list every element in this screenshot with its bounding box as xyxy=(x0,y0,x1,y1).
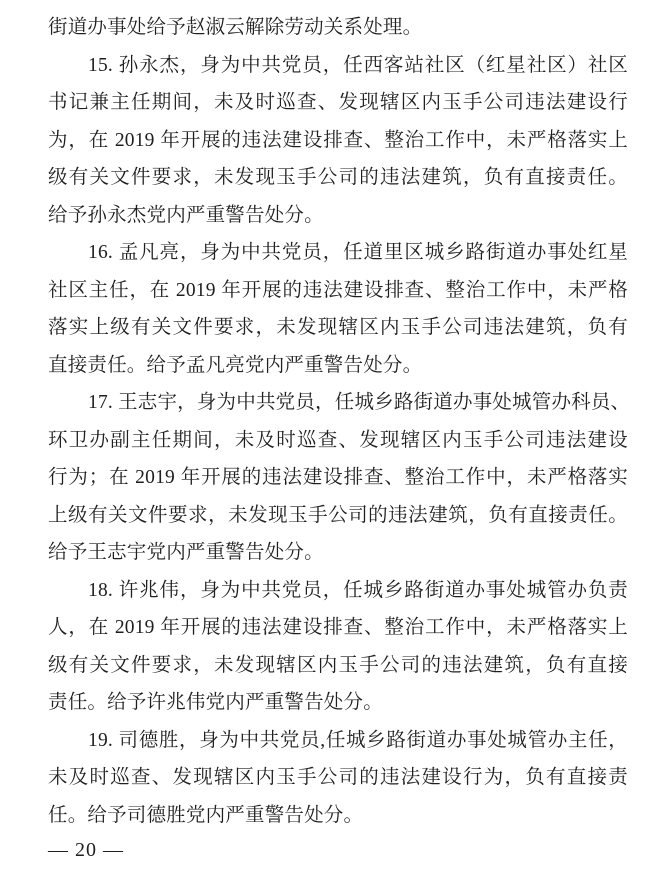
text-line: 环卫办副主任期间，未及时巡查、发现辖区内玉手公司违法建设 xyxy=(48,429,628,451)
text-line: 给予王志宇党内严重警告处分。 xyxy=(48,542,324,563)
text-line: 社区主任，在 2019 年开展的违法建设排查、整治工作中，未严格 xyxy=(48,279,628,301)
paragraph xyxy=(48,384,631,572)
text-line: 未及时巡查、发现辖区内玉手公司的违法建设行为，负有直接责 xyxy=(48,767,628,788)
text-line: 书记兼主任期间，未及时巡查、发现辖区内玉手公司违法建设行 xyxy=(48,92,628,113)
text-line: 17. 王志宇，身为中共党员，任城乡路街道办事处城管办科员、 xyxy=(88,392,631,413)
text-line: 级有关文件要求，未发现辖区内玉手公司的违法建筑，负有直接 xyxy=(48,654,628,676)
page-number: — 20 — xyxy=(48,839,124,861)
text-line: 人，在 2019 年开展的违法建设排查、整治工作中，未严格落实上 xyxy=(48,617,628,638)
paragraph xyxy=(48,572,628,722)
text-line: 给予孙永杰党内严重警告处分。 xyxy=(48,204,324,226)
paragraph xyxy=(48,47,628,235)
text-line: 行为；在 2019 年开展的违法建设排查、整治工作中，未严格落实 xyxy=(48,467,628,488)
paragraph xyxy=(48,9,628,47)
text-line: 级有关文件要求，未发现玉手公司的违法建筑，负有直接责任。 xyxy=(48,167,628,188)
paragraph xyxy=(48,234,628,384)
text-line: 16. 孟凡亮，身为中共党员，任道里区城乡路街道办事处红星 xyxy=(88,242,628,263)
text-line: 任。给予司德胜党内严重警告处分。 xyxy=(48,804,364,826)
text-line: 15. 孙永杰，身为中共党员，任西客站社区（红星社区）社区 xyxy=(88,54,628,76)
text-line: 为，在 2019 年开展的违法建设排查、整治工作中，未严格落实上 xyxy=(48,129,628,151)
text-line: 直接责任。给予孟凡亮党内严重警告处分。 xyxy=(48,354,423,376)
text-line: 街道办事处给予赵淑云解除劳动关系处理。 xyxy=(48,17,423,38)
text-line: 19. 司德胜，身为中共党员,任城乡路街道办事处城管办主任， xyxy=(88,729,628,751)
text-line: 18. 许兆伟，身为中共党员，任城乡路街道办事处城管办负责 xyxy=(88,579,628,601)
text-line: 责任。给予许兆伟党内严重警告处分。 xyxy=(48,692,383,713)
paragraph xyxy=(48,722,628,835)
text-line: 上级有关文件要求，未发现玉手公司的违法建筑，负有直接责任。 xyxy=(48,504,628,526)
text-line: 落实上级有关文件要求，未发现辖区内玉手公司违法建筑，负有 xyxy=(48,317,628,338)
